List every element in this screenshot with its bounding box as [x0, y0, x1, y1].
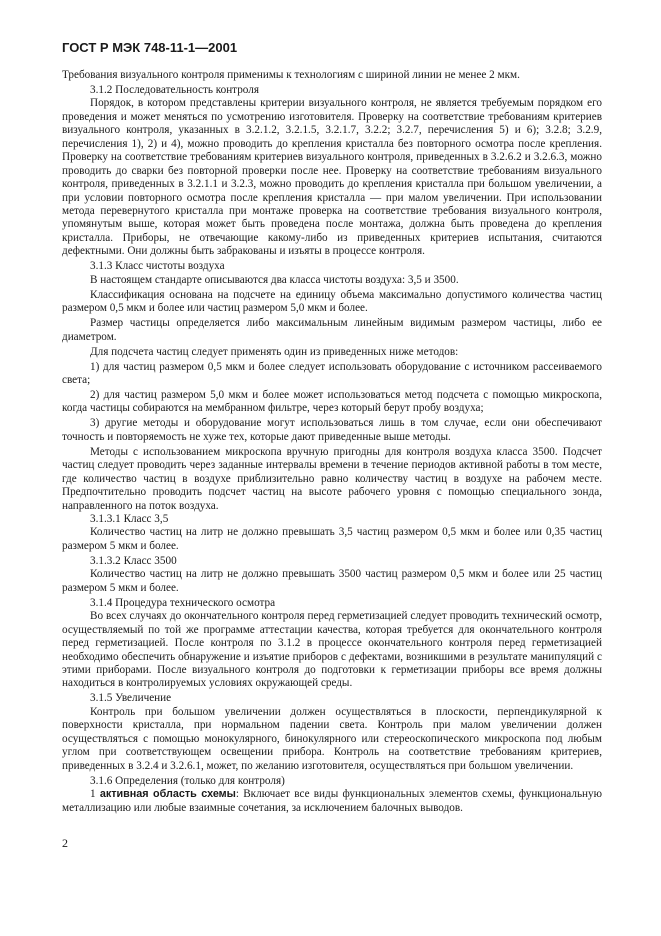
list-item: 3) другие методы и оборудование могут использоваться лишь в том случае, если они обеспечивают точность и повторяемость не хуже тех, которые дают приведенные выше методы.: [62, 417, 602, 443]
body-paragraph: Размер частицы определяется либо максимальным линейным видимым размером частицы, либо ее диаметром.: [62, 317, 602, 343]
page-number: 2: [62, 836, 68, 850]
body-paragraph: Для подсчета частиц следует применять один из приведенных ниже методов:: [90, 345, 459, 358]
section-heading: 3.1.4 Процедура технического осмотра: [90, 596, 276, 609]
body-paragraph: Порядок, в котором представлены критерии визуального контроля, не является требуемым порядком его проведения и может меняться по усмотрению изготовителя. Проверку на соответствие требованиям критериев визуального контроля, указанных в 3.2.1.2, 3.2.1.5, 3.2.1.7, 3.2.2; 3.2.7, перечисления 5) и 6); 3.2.8; 3.2.9, перечисления 1), 2) и 4), можно проводить до крепления кристалла без повторного осмотра после крепления. Проверку на соответствие требованиям критериев визуального контроля, приведенных в 3.2.6.2 и 3.2.6.3, можно проводить до сварки без повторной проверки после нее. Проверку на соответствие требованиям визуального контроля, приведенных в 3.2.1.1 и 3.2.3, можно проводить до крепления кристалла при большом увеличении, а при условии повторного осмотра после крепления кристалла — при малом увеличении. При использовании метода перевернутого кристалла при монтаже проверка на соответствие требования визуального контроля, упомянутым выше, которая может быть проведена после монтажа, должна быть проведена до крепления кристалла. Приборы, не отвечающие какому-либо из приведенных критериев испытания, считаются дефектными. Они должны быть забракованы и изъяты в процессе контроля.: [62, 97, 602, 258]
body-paragraph: Количество частиц на литр не должно превышать 3,5 частиц размером 0,5 мкм и более или 0,35 частиц размером 5 мкм и более.: [62, 526, 602, 552]
body-paragraph: Классификация основана на подсчете на единицу объема максимально допустимого количества частиц размером 0,5 мкм и более или частиц размером 5,0 мкм и более.: [62, 288, 602, 315]
list-item: 2) для частиц размером 5,0 мкм и более может использоваться метод подсчета с помощью микроскопа, когда частицы собираются на мембранном фильтре, через который берут пробу воздуха;: [62, 388, 602, 415]
body-paragraph: Контроль при большом увеличении должен осуществляться в плоскости, перпендикулярной к поверхности кристалла, при нормальном падении света. Контроль при малом увеличении должен осуществляться с помощью монокулярного, бинокулярного или стереоскопического микроскопа под любым углом при соответствующем освещении прибора. Контроль на соответствие требованиям критериев, приведенных в 3.2.4 и 3.2.6.1, может, по желанию изготовителя, осуществляться при большом увеличении.: [62, 705, 602, 772]
body-paragraph: Требования визуального контроля применимы к технологиям с шириной линии не менее 2 мкм.: [62, 69, 520, 81]
section-heading: 3.1.5 Увеличение: [90, 692, 172, 705]
document-header: ГОСТ Р МЭК 748-11-1—2001: [62, 40, 238, 55]
body-paragraph: В настоящем стандарте описываются два класса чистоты воздуха: 3,5 и 3500.: [90, 273, 459, 286]
section-heading: 3.1.2 Последовательность контроля: [90, 83, 259, 96]
body-paragraph: Методы с использованием микроскопа вручную пригодны для контроля воздуха класса 3500. Подсчет частиц следует проводить через заданные интервалы времени в течение периодов активной работы в том месте, где количество частиц в воздухе приблизительно равно количеству частиц в воздухе на рабочем месте. Предпочтительно проводить подсчет частиц на высоте рабочего уровня с помощью специального зонда, направленного на поток воздуха.: [62, 445, 602, 512]
section-heading: 3.1.3.1 Класс 3,5: [90, 513, 169, 525]
document-body: [62, 69, 602, 815]
definition-term: активная область схемы: [99, 788, 236, 801]
definition-text: : Включает все виды функциональных элементов схемы, функциональную металлизацию или любые взаимные сочетания, за исключением балочных выводов.: [62, 788, 602, 814]
section-heading: 3.1.3.2 Класс 3500: [90, 554, 177, 567]
section-heading: 3.1.6 Определения (только для контроля): [90, 774, 285, 787]
section-heading: 3.1.3 Класс чистоты воздуха: [90, 260, 225, 273]
body-paragraph: Количество частиц на литр не должно превышать 3500 частиц размером 0,5 мкм и более или 25 частиц размером 5 мкм и более.: [62, 568, 602, 594]
definition-paragraph: [62, 788, 602, 815]
body-paragraph: Во всех случаях до окончательного контроля перед герметизацией следует проводить технический осмотр, осуществляемый по той же программе аттестации качества, которая требуется для окончательного контроля перед герметизацией. После контроля по 3.1.2 в процессе окончательного контроля перед герметизацией необходимо обеспечить обнаружение и изъятие приборов с дефектами, возникшими в результате манипуляций с этими приборами. После визуального контроля до подготовки к герметизации приборы все время должны находиться в контролируемых условиях окружающей среды.: [62, 610, 602, 690]
list-item: 1) для частиц размером 0,5 мкм и более следует использовать оборудование с источником рассеиваемого света;: [62, 360, 602, 386]
definition-number: 1: [90, 788, 96, 801]
